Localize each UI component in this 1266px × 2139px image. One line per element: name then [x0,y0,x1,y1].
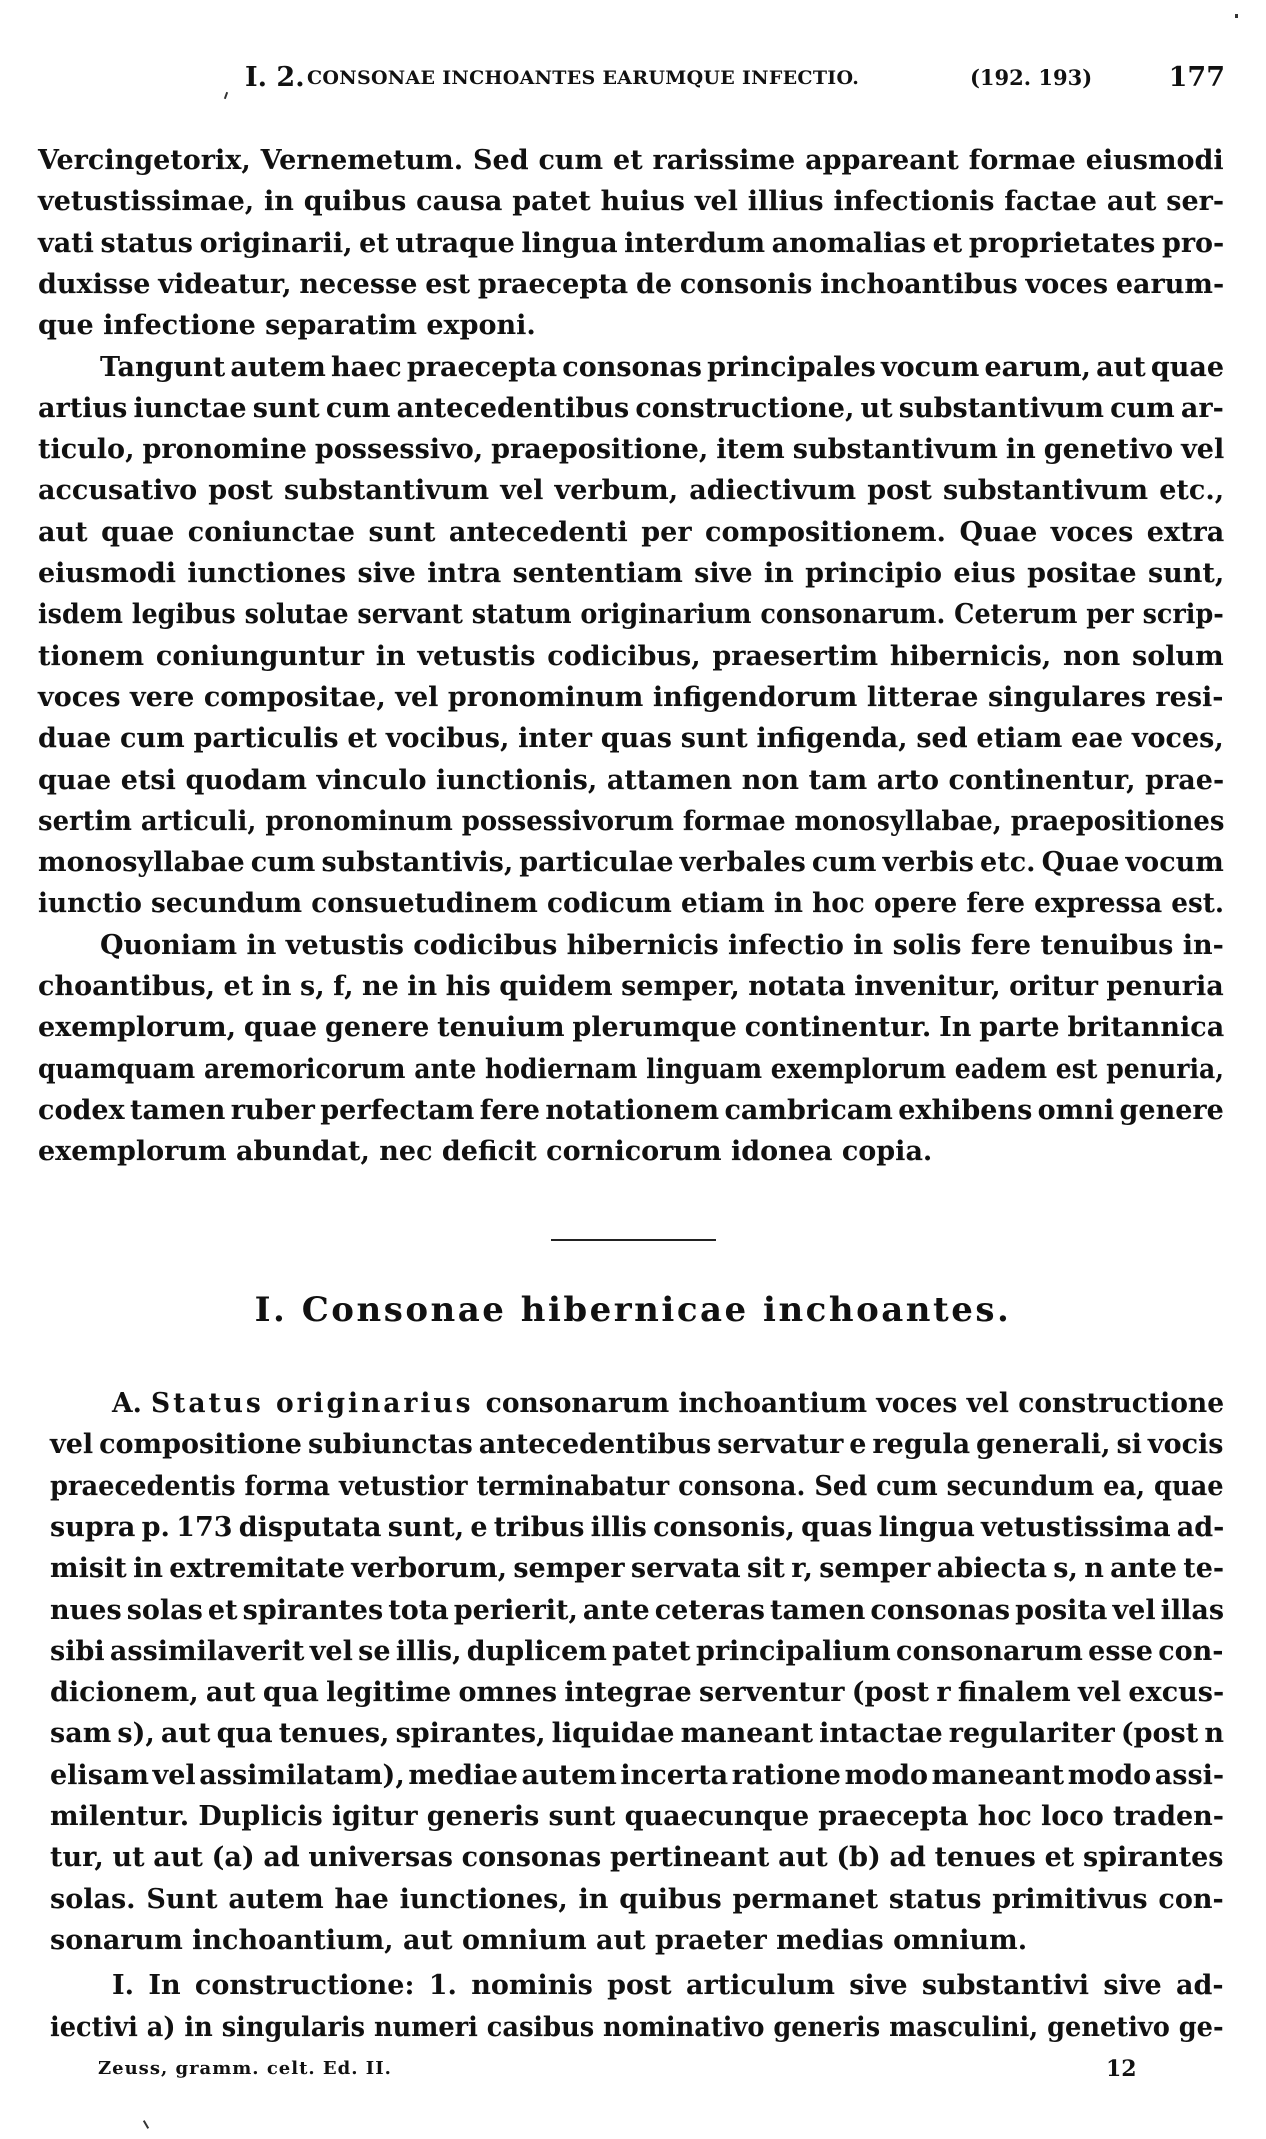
text-line: voces vere compositae, vel pronominum infigendorum litterae singulares resi- [38,681,1224,713]
text-line: exemplorum abundat, nec deficit cornicorum idonea copia. [38,1136,933,1168]
text-line: tur, ut aut (a) ad universas consonas pertineant aut (b) ad tenues et spirantes [50,1842,1224,1874]
running-head-sections: (192. 193) [970,65,1093,90]
text-line: Tangunt autem haec praecepta consonas principales vocum earum, aut quae [100,351,1225,383]
text-line: artius iunctae sunt cum antecedentibus constructione, ut substantivum cum ar- [38,392,1224,424]
text-line: ticulo, pronomine possessivo, praepositione, item substantivum in genetivo vel [38,434,1225,466]
text-line: sonarum inchoantium, aut omnium aut praeter medias omnium. [50,1924,1028,1956]
text-line: misit in extremitate verborum, semper servata sit r, semper abiecta s, n ante te- [50,1553,1225,1585]
text-line: monosyllabae cum substantivis, particulae verbales cum verbis etc. Quae vocum [38,847,1224,879]
text-line: Vercingetorix, Vernemetum. Sed cum et rarissime appareant formae eiusmodi [38,145,1224,176]
text-line: I. In constructione: 1. nominis post articulum sive substantivi sive ad- [112,1970,1224,2002]
running-head-section-number: I. 2. [245,62,305,93]
text-line: sam s), aut qua tenues, spirantes, liquidae maneant intactae regulariter (post n [50,1718,1224,1750]
running-head [245,62,1225,96]
subsection-label: A. [112,1388,152,1419]
scan-speck [143,2120,149,2129]
text-line: codex tamen ruber perfectam fere notationem cambricam exhibens omni genere [38,1094,1224,1126]
scan-speck [224,92,228,99]
text-line: Quoniam in vetustis codicibus hibernicis infectio in solis fere tenuibus in- [100,929,1224,961]
text-line: solas. Sunt autem hae iunctiones, in quibus permanet status primitivus con- [50,1883,1224,1915]
text-line: supra p. 173 disputata sunt, e tribus illis consonis, quas lingua vetustissima ad- [50,1511,1225,1543]
text-line: nues solas et spirantes tota perierit, ante ceteras tamen consonas posita vel illas [50,1594,1225,1626]
text-line: isdem legibus solutae servant statum originarium consonarum. Ceterum per scrip- [38,599,1224,631]
text-line: vati status originarii, et utraque lingua interdum anomalias et proprietates pro- [38,227,1225,259]
text-line: eiusmodi iunctiones sive intra sententiam sive in principio eius positae sunt, [38,558,1225,589]
text-line: duxisse videatur, necesse est praecepta de consonis inchoantibus voces earum- [38,268,1225,300]
text-line: duae cum particulis et vocibus, inter quas sunt infigenda, sed etiam eae voces, [38,723,1224,755]
running-head-title: CONSONAE INCHOANTES EARUMQUE INFECTIO. [307,67,860,89]
text-line: quae etsi quodam vinculo iunctionis, attamen non tam arto continentur, prae- [38,764,1225,796]
text-line: milentur. Duplicis igitur generis sunt quaecunque praecepta hoc loco traden- [50,1801,1224,1832]
text-line: que infectione separatim exponi. [38,310,536,342]
text-line: sertim articuli, pronominum possessivorum formae monosyllabae, praepositiones [38,805,1225,837]
page-number: 177 [1168,62,1225,93]
text-line: elisam vel assimilatam), mediae autem incerta ratione modo maneant modo assi- [50,1759,1225,1791]
text-line: accusativo post substantivum vel verbum, adiectivum post substantivum etc., [38,475,1225,507]
subsection-term: Status originarius [151,1388,486,1419]
text-line: vetustissimae, in quibus causa patet huius vel illius infectionis factae aut ser- [38,186,1225,218]
text-line: tionem coniunguntur in vetustis codicibus, praesertim hibernicis, non solum [38,640,1224,672]
text-line [112,1383,1224,1424]
printer-signature: Zeuss, gramm. celt. Ed. II. [98,2058,392,2079]
section-heading: I. Consonae hibernicae inchoantes. [254,1290,1012,1330]
scan-speck [1235,14,1238,18]
subsection-lead-text: consonarum inchoantium voces vel constructione [485,1388,1225,1419]
text-line: vel compositione subiunctas antecedentibus servatur e regula generali, si vocis [50,1429,1224,1461]
text-line: quamquam aremoricorum ante hodiernam linguam exemplorum eadem est penuria, [38,1053,1224,1085]
section-divider-rule [551,1239,716,1241]
text-line: iunctio secundum consuetudinem codicum etiam in hoc opere fere expressa est. [38,888,1225,920]
text-line: exemplorum, quae genere tenuium plerumque continentur. In parte britannica [38,1012,1225,1044]
text-line: sibi assimilaverit vel se illis, duplicem patet principalium consonarum esse con- [50,1635,1224,1667]
text-line: choantibus, et in s, f, ne in his quidem semper, notata invenitur, oritur penuria [38,971,1224,1002]
text-line: aut quae coniunctae sunt antecedenti per compositionem. Quae voces extra [38,516,1225,548]
text-line: dicionem, aut qua legitime omnes integrae serventur (post r finalem vel excus- [50,1677,1225,1709]
signature-mark: 12 [1106,2056,1137,2082]
text-line: iectivi a) in singularis numeri casibus nominativo generis masculini, genetivo ge- [50,2011,1224,2043]
text-line: praecedentis forma vetustior terminabatur consona. Sed cum secundum ea, quae [50,1470,1224,1502]
